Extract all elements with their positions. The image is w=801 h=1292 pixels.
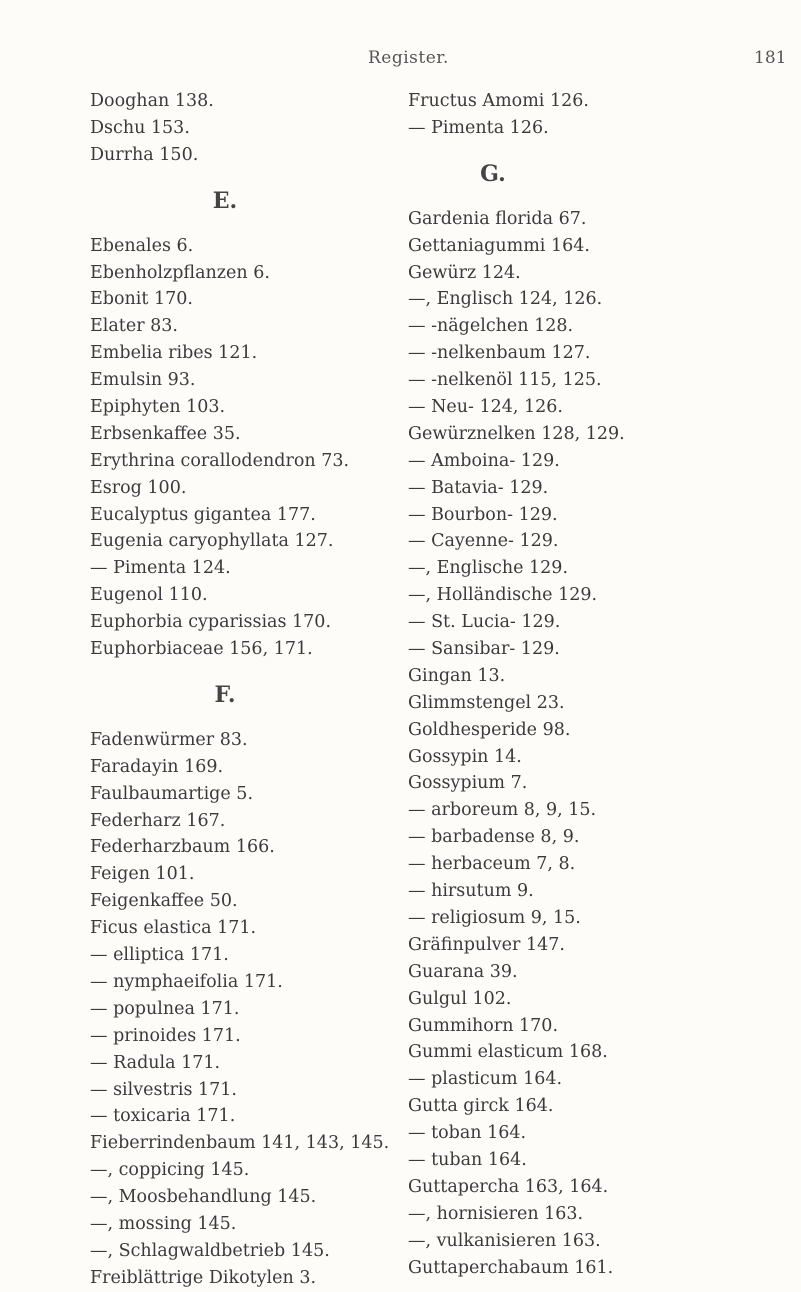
index-entry: Fieberrindenbaum 141, 143, 145. xyxy=(90,1133,390,1154)
index-entry: Gummihorn 170. xyxy=(408,1015,559,1036)
index-entry: Dooghan 138. xyxy=(90,91,214,111)
index-entry: Emulsin 93. xyxy=(90,370,196,391)
index-entry: — -nelkenbaum 127. xyxy=(408,343,591,364)
index-entry: Fadenwürmer 83. xyxy=(90,729,248,750)
index-entry: —, Englische 129. xyxy=(408,558,569,579)
index-entry: Freiblättrige Dikotylen 3. xyxy=(90,1267,317,1288)
index-entry: Feigen 101. xyxy=(90,864,195,885)
index-entry: Euphorbia cyparissias 170. xyxy=(90,612,332,633)
index-entry: Gingan 13. xyxy=(408,665,506,686)
index-entry: Eugenia caryophyllata 127. xyxy=(90,531,334,552)
index-entry: Ficus elastica 171. xyxy=(90,918,257,939)
index-entry: Elater 83. xyxy=(90,316,178,337)
index-entry: —, Schlagwaldbetrieb 145. xyxy=(90,1240,330,1261)
section-letter-heading: G. xyxy=(480,160,506,187)
index-entry: — Neu- 124, 126. xyxy=(408,397,563,418)
index-entry: Federharzbaum 166. xyxy=(90,837,275,858)
page-number: 181 xyxy=(754,48,787,68)
index-entry: Fructus Amomi 126. xyxy=(408,91,589,111)
index-entry: Gardenia florida 67. xyxy=(408,208,587,229)
index-entry: Gulgul 102. xyxy=(408,988,512,1009)
index-entry: — religiosum 9, 15. xyxy=(408,907,581,928)
index-entry: Gossypin 14. xyxy=(408,746,522,767)
index-entry: — Batavia- 129. xyxy=(408,477,549,498)
index-entry: Esrog 100. xyxy=(90,477,187,498)
index-entry: Embelia ribes 121. xyxy=(90,343,258,364)
index-entry: Gewürznelken 128, 129. xyxy=(408,423,625,444)
index-entry: — toban 164. xyxy=(408,1123,527,1144)
index-entry: — -nelkenöl 115, 125. xyxy=(408,370,602,391)
index-entry: Epiphyten 103. xyxy=(90,397,226,418)
index-entry: — Bourbon- 129. xyxy=(408,504,558,525)
index-entry: Durrha 150. xyxy=(90,144,199,165)
index-entry: Gräfinpulver 147. xyxy=(408,934,565,955)
index-entry: — Amboina- 129. xyxy=(408,450,560,471)
index-entry: —, Holländische 129. xyxy=(408,585,598,606)
index-entry: — herbaceum 7, 8. xyxy=(408,854,576,875)
index-entry: — elliptica 171. xyxy=(90,945,229,966)
index-entry: —, vulkanisieren 163. xyxy=(408,1230,601,1251)
index-entry: Erythrina corallodendron 73. xyxy=(90,450,350,471)
index-entry: —, hornisieren 163. xyxy=(408,1203,584,1224)
index-entry: — plasticum 164. xyxy=(408,1069,563,1090)
index-entry: — populnea 171. xyxy=(90,998,240,1019)
index-entry: — toxicaria 171. xyxy=(90,1106,236,1127)
index-entry: Erbsenkaffee 35. xyxy=(90,423,241,444)
index-entry: — arboreum 8, 9, 15. xyxy=(408,800,597,821)
index-entry: — Pimenta 126. xyxy=(408,117,549,138)
index-entry: Ebenholzpflanzen 6. xyxy=(90,262,270,283)
index-entry: Gewürz 124. xyxy=(408,262,521,283)
index-entry: Eugenol 110. xyxy=(90,585,208,606)
index-column-left xyxy=(90,88,420,1292)
index-entry: — Pimenta 124. xyxy=(90,558,231,579)
index-entry: — -nägelchen 128. xyxy=(408,316,574,337)
index-entry: Goldhesperide 98. xyxy=(408,719,571,740)
running-header-title: Register. xyxy=(368,48,449,68)
index-entry: Eucalyptus gigantea 177. xyxy=(90,504,316,525)
index-entry: Gummi elasticum 168. xyxy=(408,1042,608,1063)
index-entry: Federharz 167. xyxy=(90,810,226,831)
index-entry: — barbadense 8, 9. xyxy=(408,827,580,848)
index-entry: Glimmstengel 23. xyxy=(408,692,565,713)
index-entry: —, Moosbehandlung 145. xyxy=(90,1187,317,1208)
index-entry: — prinoides 171. xyxy=(90,1025,241,1046)
index-entry: — silvestris 171. xyxy=(90,1079,237,1100)
index-entry: Guarana 39. xyxy=(408,961,518,982)
index-entry: — Sansibar- 129. xyxy=(408,639,560,660)
index-entry: —, mossing 145. xyxy=(90,1213,237,1234)
index-entry: Ebonit 170. xyxy=(90,289,193,310)
index-entry: — Cayenne- 129. xyxy=(408,531,559,552)
index-entry: Gettaniagummi 164. xyxy=(408,235,590,256)
index-entry: Euphorbiaceae 156, 171. xyxy=(90,639,313,660)
index-entry: Guttapercha 163, 164. xyxy=(408,1176,609,1197)
index-entry: Feigenkaffee 50. xyxy=(90,891,238,912)
index-entry: Faradayin 169. xyxy=(90,756,224,777)
index-entry: — Radula 171. xyxy=(90,1052,221,1073)
index-entry: — tuban 164. xyxy=(408,1149,527,1170)
index-entry: — St. Lucia- 129. xyxy=(408,612,561,633)
index-entry: — nymphaeifolia 171. xyxy=(90,971,283,992)
index-entry: Faulbaumartige 5. xyxy=(90,783,254,804)
index-entry: Ebenales 6. xyxy=(90,235,194,256)
section-letter-heading: E. xyxy=(212,187,238,214)
index-entry: —, coppicing 145. xyxy=(90,1160,250,1181)
index-entry: — hirsutum 9. xyxy=(408,881,534,902)
index-entry: Gutta girck 164. xyxy=(408,1096,554,1117)
index-entry: Gossypium 7. xyxy=(408,773,528,794)
section-letter-heading: F. xyxy=(214,681,236,708)
index-entry: Dschu 153. xyxy=(90,117,190,138)
index-entry: Guttaperchabaum 161. xyxy=(408,1257,614,1278)
index-entry: —, Englisch 124, 126. xyxy=(408,289,603,310)
index-column-right xyxy=(408,88,788,1281)
